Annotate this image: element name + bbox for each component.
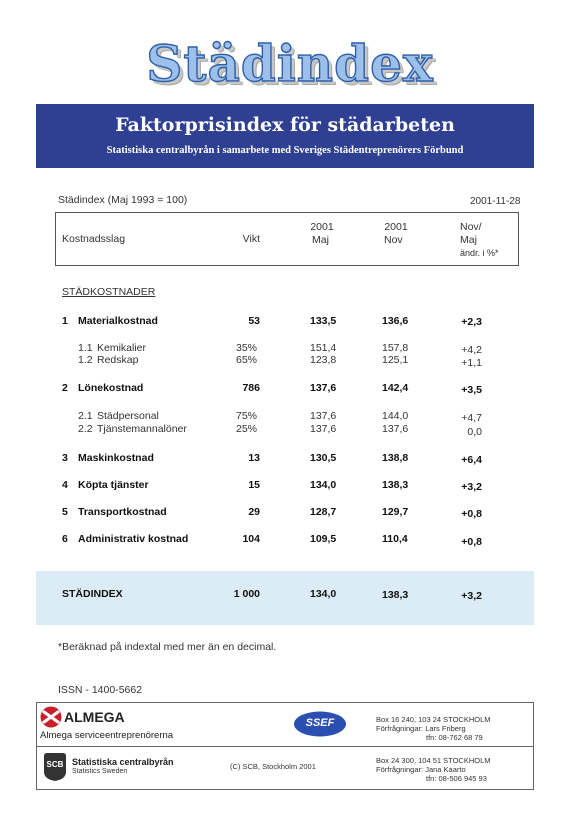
col-maj-year: 2001 xyxy=(310,221,334,233)
banner-subtitle: Statistiska centralbyrån i samarbete med Sveriges Städentreprenörers Förbund xyxy=(106,145,464,156)
col-kostnadsslag: Kostnadsslag xyxy=(62,233,126,245)
row-6-num: 6 xyxy=(62,533,68,545)
col-nov-label: Nov xyxy=(384,234,403,246)
almega-subtitle: Almega serviceentreprenörerna xyxy=(40,730,174,741)
row-1-2-num: 1.2 xyxy=(78,354,93,366)
col-change-2: Maj xyxy=(460,234,477,246)
ssef-logo-text: SSEF xyxy=(305,717,335,729)
row-5-num: 5 xyxy=(62,506,68,518)
total-nov: 138,3 xyxy=(382,589,409,601)
row-3-vikt: 13 xyxy=(248,452,260,464)
row-2-label: Lönekostnad xyxy=(78,382,144,394)
row-2-2-nov: 137,6 xyxy=(382,423,409,435)
issn: ISSN - 1400-5662 xyxy=(58,684,143,696)
row-4-vikt: 15 xyxy=(248,479,260,491)
row-6-label: Administrativ kostnad xyxy=(78,533,189,545)
almega-logo-icon xyxy=(40,706,62,728)
almega-name: ALMEGA xyxy=(64,709,125,725)
row-3-maj: 130,5 xyxy=(310,452,337,464)
ssef-address-2: Förfrågningar: Lars Friberg xyxy=(376,724,466,733)
row-2-2-change: 0,0 xyxy=(467,426,482,438)
scb-address-1: Box 24 300, 104 51 STOCKHOLM xyxy=(376,756,491,765)
row-6-change: +0,8 xyxy=(461,536,482,548)
row-2-1-label: Städpersonal xyxy=(97,410,159,422)
scb-address-2: Förfrågningar: Jana Kaarto xyxy=(376,765,466,774)
row-3-nov: 138,8 xyxy=(382,452,409,464)
row-5-change: +0,8 xyxy=(461,508,482,520)
col-change-1: Nov/ xyxy=(460,221,482,233)
row-6-vikt: 104 xyxy=(242,533,260,545)
scb-address-3: tfn: 08-506 945 93 xyxy=(426,774,487,783)
report-date: 2001-11-28 xyxy=(470,196,521,207)
row-2-1-vikt: 75% xyxy=(236,410,258,422)
row-1-2-change: +1,1 xyxy=(461,357,482,369)
row-1-vikt: 53 xyxy=(248,315,260,327)
row-2-2-maj: 137,6 xyxy=(310,423,337,435)
col-vikt: Vikt xyxy=(242,233,260,245)
row-1-num: 1 xyxy=(62,315,68,327)
total-vikt: 1 000 xyxy=(233,588,260,600)
row-1-1-nov: 157,8 xyxy=(382,342,409,354)
row-2-2-num: 2.2 xyxy=(78,423,93,435)
page-title: Städindex xyxy=(146,34,434,93)
banner-title: Faktorprisindex för städarbeten xyxy=(115,114,455,136)
footnote: *Beräknad på indextal med mer än en decimal. xyxy=(58,641,277,653)
row-1-2-label: Redskap xyxy=(97,354,139,366)
row-1-1-label: Kemikalier xyxy=(97,342,147,354)
row-3-change: +6,4 xyxy=(461,454,482,466)
col-change-3: ändr. i %* xyxy=(460,248,499,258)
row-4-label: Köpta tjänster xyxy=(78,479,149,491)
row-3-label: Maskinkostnad xyxy=(78,452,154,464)
row-5-nov: 129,7 xyxy=(382,506,409,518)
row-1-1-change: +4,2 xyxy=(461,344,482,356)
row-1-1-maj: 151,4 xyxy=(310,342,337,354)
row-1-2-nov: 125,1 xyxy=(382,354,409,366)
row-2-maj: 137,6 xyxy=(310,382,337,394)
row-1-1-num: 1.1 xyxy=(78,342,93,354)
row-2-2-label: Tjänstemannalöner xyxy=(97,423,187,435)
row-4-maj: 134,0 xyxy=(310,479,337,491)
row-5-maj: 128,7 xyxy=(310,506,337,518)
row-1-1-vikt: 35% xyxy=(236,342,258,354)
row-1-change: +2,3 xyxy=(461,316,482,328)
col-nov-year: 2001 xyxy=(384,221,408,233)
col-maj-label: Maj xyxy=(312,234,329,246)
row-2-change: +3,5 xyxy=(461,384,482,396)
row-1-nov: 136,6 xyxy=(382,315,409,327)
scb-logo-text: SCB xyxy=(46,760,64,769)
row-1-maj: 133,5 xyxy=(310,315,337,327)
row-6-nov: 110,4 xyxy=(382,533,408,545)
row-4-num: 4 xyxy=(62,479,68,491)
total-change: +3,2 xyxy=(461,590,482,602)
title-banner xyxy=(36,104,534,168)
copyright: (C) SCB, Stockholm 2001 xyxy=(230,762,316,771)
row-2-1-nov: 144,0 xyxy=(382,410,409,422)
row-3-num: 3 xyxy=(62,452,68,464)
total-label: STÄDINDEX xyxy=(62,588,123,600)
row-5-vikt: 29 xyxy=(248,506,260,518)
row-1-2-vikt: 65% xyxy=(236,354,258,366)
row-1-label: Materialkostnad xyxy=(78,315,158,327)
row-2-1-num: 2.1 xyxy=(78,410,93,422)
row-2-nov: 142,4 xyxy=(382,382,409,394)
row-5-label: Transportkostnad xyxy=(78,506,167,518)
scb-subtitle: Statistics Sweden xyxy=(72,768,128,775)
ssef-address-3: tfn: 08-762 68 79 xyxy=(426,733,483,742)
ssef-address-1: Box 16 240, 103 24 STOCKHOLM xyxy=(376,715,491,724)
row-6-maj: 109,5 xyxy=(310,533,337,545)
row-1-2-maj: 123,8 xyxy=(310,354,337,366)
total-maj: 134,0 xyxy=(310,588,337,600)
row-2-2-vikt: 25% xyxy=(236,423,258,435)
footer-divider xyxy=(36,746,534,747)
row-4-change: +3,2 xyxy=(461,481,482,493)
row-2-vikt: 786 xyxy=(242,382,260,394)
section-title: STÄDKOSTNADER xyxy=(62,286,156,298)
row-2-num: 2 xyxy=(62,382,68,394)
scb-name: Statistiska centralbyrån xyxy=(72,757,174,767)
row-2-1-change: +4,7 xyxy=(461,412,482,424)
row-2-1-maj: 137,6 xyxy=(310,410,337,422)
index-base: Städindex (Maj 1993 = 100) xyxy=(58,194,188,206)
row-4-nov: 138,3 xyxy=(382,479,409,491)
